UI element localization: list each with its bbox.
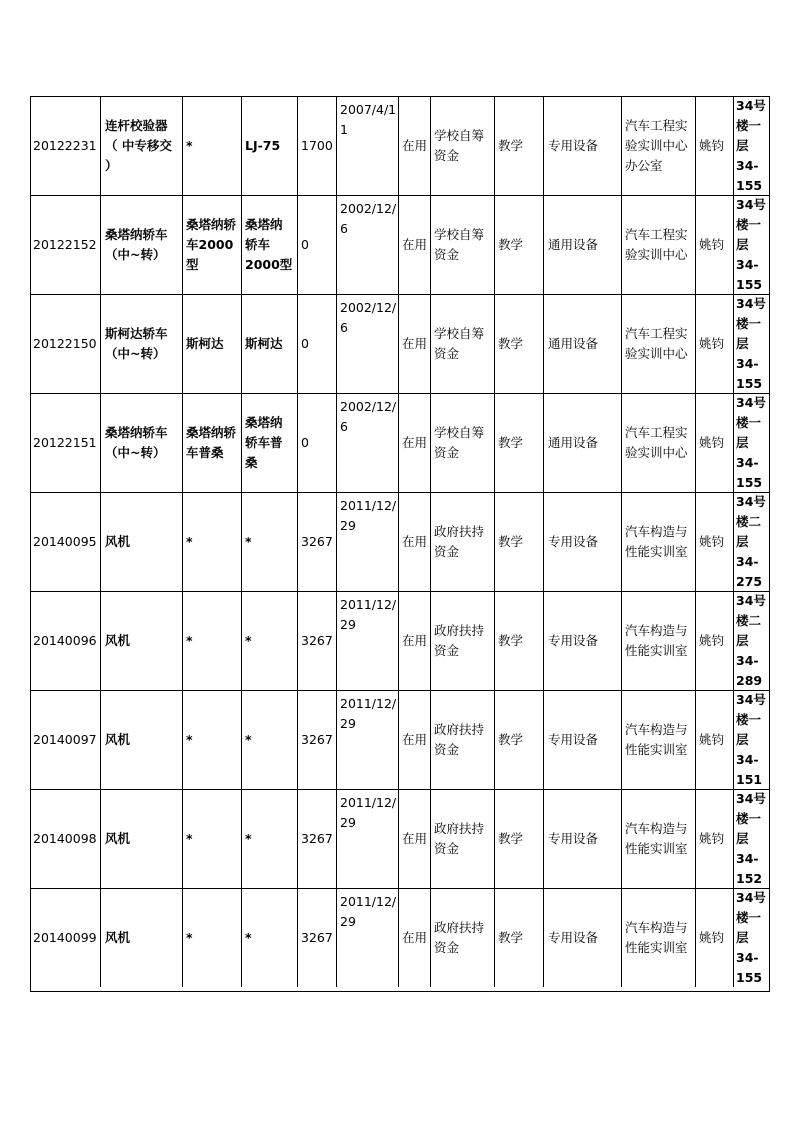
location-cell: 34号 楼一 层 34- 155 [736, 196, 766, 292]
spec-cell: 桑塔纳 轿车 2000型 [242, 195, 298, 294]
asset-name-cell: 风机 [101, 591, 183, 690]
purchase-date-cell: 2007/4/1 1 [337, 96, 399, 195]
asset-name-cell: 风机 [101, 492, 183, 591]
purchase-date-cell: 2002/12/ 6 [337, 195, 399, 294]
asset-name-cell: 风机 [101, 888, 183, 987]
row-divider [30, 789, 770, 790]
purpose-cell: 教学 [495, 294, 544, 393]
category-cell: 专用设备 [544, 492, 622, 591]
status-cell: 在用 [399, 888, 431, 987]
department-cell: 汽车工程实 验实训中心 办公室 [622, 96, 696, 195]
custodian-cell: 姚钧 [696, 294, 734, 393]
price-cell: 3267 [298, 690, 337, 789]
model-cell: * [183, 888, 242, 987]
status-cell: 在用 [399, 789, 431, 888]
purchase-date-cell: 2011/12/ 29 [337, 591, 399, 690]
row-divider [30, 195, 770, 196]
price-cell: 0 [298, 294, 337, 393]
row-divider [30, 888, 770, 889]
funding-source-cell: 政府扶持 资金 [431, 888, 495, 987]
status-cell: 在用 [399, 690, 431, 789]
purpose-cell: 教学 [495, 96, 544, 195]
location-cell: 34号 楼一 层 34- 155 [736, 97, 766, 193]
funding-source-cell: 学校自筹 资金 [431, 195, 495, 294]
spec-cell: 斯柯达 [242, 294, 298, 393]
table-row [30, 294, 770, 393]
purpose-cell: 教学 [495, 393, 544, 492]
status-cell: 在用 [399, 393, 431, 492]
table-row [30, 195, 770, 294]
department-cell: 汽车构造与 性能实训室 [622, 789, 696, 888]
asset-id-cell: 20122152 [30, 195, 101, 294]
table-row [30, 492, 770, 591]
spec-cell: * [242, 789, 298, 888]
funding-source-cell: 政府扶持 资金 [431, 789, 495, 888]
asset-id-cell: 20140098 [30, 789, 101, 888]
asset-id-cell: 20140097 [30, 690, 101, 789]
model-cell: * [183, 789, 242, 888]
location-cell: 34号 楼一 层 34- 155 [736, 889, 766, 985]
department-cell: 汽车构造与 性能实训室 [622, 690, 696, 789]
asset-id-cell: 20140099 [30, 888, 101, 987]
table-row [30, 96, 770, 195]
status-cell: 在用 [399, 195, 431, 294]
purchase-date-cell: 2011/12/ 29 [337, 492, 399, 591]
row-divider [30, 393, 770, 394]
asset-table [30, 96, 770, 987]
model-cell: 桑塔纳轿 车2000 型 [183, 195, 242, 294]
purpose-cell: 教学 [495, 492, 544, 591]
category-cell: 专用设备 [544, 888, 622, 987]
row-divider [30, 690, 770, 691]
price-cell: 3267 [298, 492, 337, 591]
row-divider [30, 492, 770, 493]
funding-source-cell: 政府扶持 资金 [431, 492, 495, 591]
spec-cell: * [242, 888, 298, 987]
asset-name-cell: 桑塔纳轿车 （中~转） [101, 195, 183, 294]
department-cell: 汽车工程实 验实训中心 [622, 195, 696, 294]
status-cell: 在用 [399, 294, 431, 393]
price-cell: 3267 [298, 789, 337, 888]
category-cell: 专用设备 [544, 591, 622, 690]
asset-id-cell: 20140096 [30, 591, 101, 690]
purpose-cell: 教学 [495, 789, 544, 888]
table-row [30, 393, 770, 492]
custodian-cell: 姚钧 [696, 492, 734, 591]
funding-source-cell: 政府扶持 资金 [431, 591, 495, 690]
asset-id-cell: 20140095 [30, 492, 101, 591]
custodian-cell: 姚钧 [696, 195, 734, 294]
purchase-date-cell: 2002/12/ 6 [337, 393, 399, 492]
price-cell: 0 [298, 195, 337, 294]
department-cell: 汽车构造与 性能实训室 [622, 888, 696, 987]
table-row [30, 888, 770, 987]
asset-id-cell: 20122151 [30, 393, 101, 492]
custodian-cell: 姚钧 [696, 393, 734, 492]
table-row [30, 591, 770, 690]
funding-source-cell: 政府扶持 资金 [431, 690, 495, 789]
purchase-date-cell: 2011/12/ 29 [337, 789, 399, 888]
table-body [30, 96, 770, 987]
category-cell: 专用设备 [544, 690, 622, 789]
purpose-cell: 教学 [495, 690, 544, 789]
custodian-cell: 姚钧 [696, 96, 734, 195]
spec-cell: * [242, 690, 298, 789]
asset-name-cell: 风机 [101, 690, 183, 789]
purpose-cell: 教学 [495, 591, 544, 690]
asset-name-cell: 桑塔纳轿车 （中~转） [101, 393, 183, 492]
price-cell: 0 [298, 393, 337, 492]
category-cell: 通用设备 [544, 393, 622, 492]
funding-source-cell: 学校自筹 资金 [431, 96, 495, 195]
purchase-date-cell: 2011/12/ 29 [337, 888, 399, 987]
purpose-cell: 教学 [495, 195, 544, 294]
table-row [30, 690, 770, 789]
status-cell: 在用 [399, 591, 431, 690]
location-cell: 34号 楼一 层 34- 151 [736, 691, 766, 787]
department-cell: 汽车构造与 性能实训室 [622, 591, 696, 690]
model-cell: 桑塔纳轿 车普桑 [183, 393, 242, 492]
category-cell: 通用设备 [544, 195, 622, 294]
purchase-date-cell: 2011/12/ 29 [337, 690, 399, 789]
department-cell: 汽车构造与 性能实训室 [622, 492, 696, 591]
model-cell: * [183, 492, 242, 591]
price-cell: 3267 [298, 591, 337, 690]
custodian-cell: 姚钧 [696, 888, 734, 987]
category-cell: 通用设备 [544, 294, 622, 393]
custodian-cell: 姚钧 [696, 690, 734, 789]
location-cell: 34号 楼一 层 34- 152 [736, 790, 766, 886]
purpose-cell: 教学 [495, 888, 544, 987]
funding-source-cell: 学校自筹 资金 [431, 393, 495, 492]
asset-id-cell: 20122150 [30, 294, 101, 393]
asset-id-cell: 20122231 [30, 96, 101, 195]
location-cell: 34号 楼二 层 34- 289 [736, 592, 766, 688]
model-cell: * [183, 690, 242, 789]
model-cell: 斯柯达 [183, 294, 242, 393]
model-cell: * [183, 96, 242, 195]
asset-name-cell: 斯柯达轿车 （中~转） [101, 294, 183, 393]
spec-cell: * [242, 591, 298, 690]
spec-cell: 桑塔纳 轿车普 桑 [242, 393, 298, 492]
location-cell: 34号 楼一 层 34- 155 [736, 394, 766, 490]
purchase-date-cell: 2002/12/ 6 [337, 294, 399, 393]
model-cell: * [183, 591, 242, 690]
spec-cell: * [242, 492, 298, 591]
department-cell: 汽车工程实 验实训中心 [622, 393, 696, 492]
row-divider [30, 591, 770, 592]
status-cell: 在用 [399, 492, 431, 591]
price-cell: 1700 [298, 96, 337, 195]
category-cell: 专用设备 [544, 96, 622, 195]
status-cell: 在用 [399, 96, 431, 195]
location-cell: 34号 楼二 层 34- 275 [736, 493, 766, 589]
custodian-cell: 姚钧 [696, 789, 734, 888]
funding-source-cell: 学校自筹 资金 [431, 294, 495, 393]
table-row [30, 789, 770, 888]
asset-name-cell: 连杆校验器 （ 中专移交 ） [101, 96, 183, 195]
asset-name-cell: 风机 [101, 789, 183, 888]
department-cell: 汽车工程实 验实训中心 [622, 294, 696, 393]
spec-cell: LJ-75 [242, 96, 298, 195]
price-cell: 3267 [298, 888, 337, 987]
row-divider [30, 294, 770, 295]
location-cell: 34号 楼一 层 34- 155 [736, 295, 766, 391]
custodian-cell: 姚钧 [696, 591, 734, 690]
category-cell: 专用设备 [544, 789, 622, 888]
